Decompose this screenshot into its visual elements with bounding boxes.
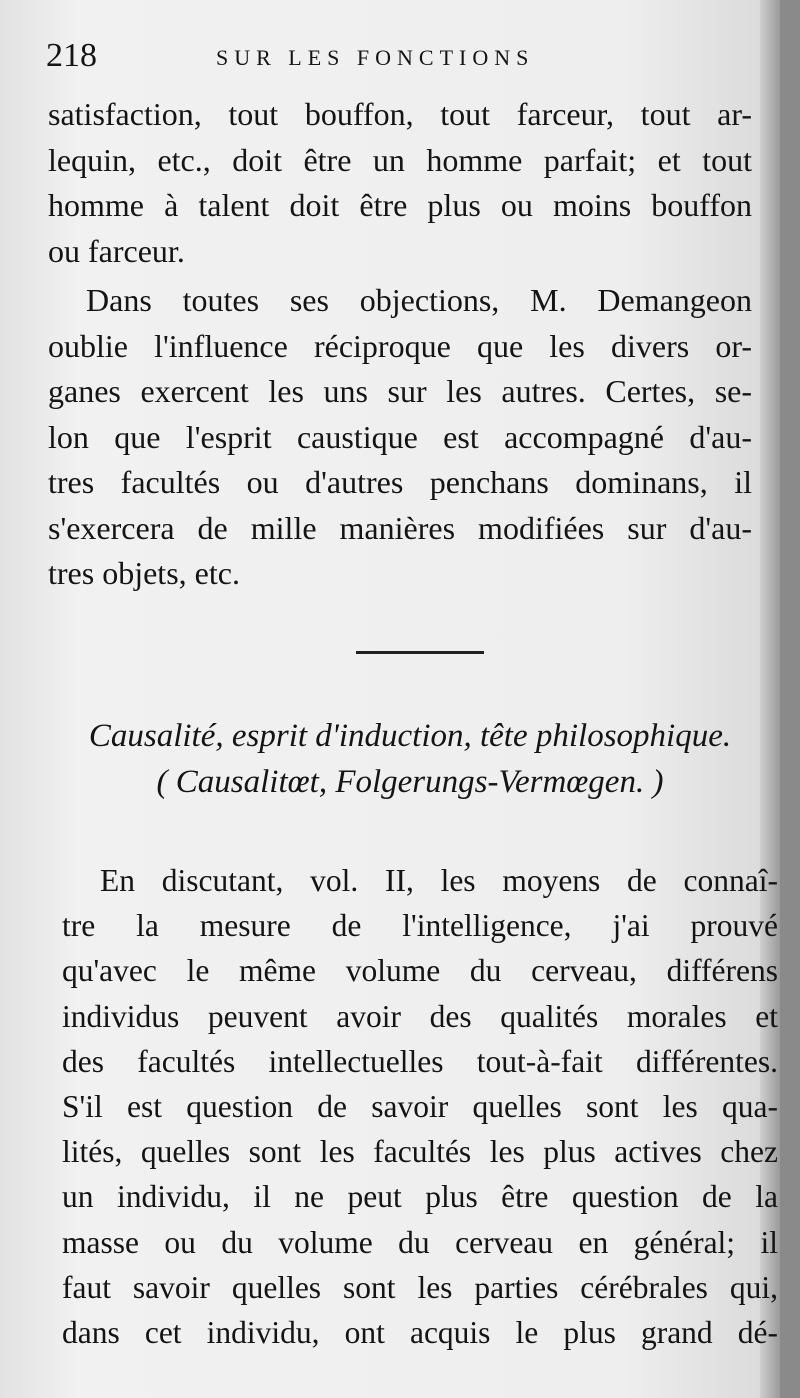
text-line: lon que l'esprit caustique est accompagné d'au-	[48, 418, 752, 455]
text-line: individus peuvent avoir des qualités morales et	[62, 998, 778, 1034]
page-number: 218	[46, 37, 97, 74]
text-line: En discutant, vol. II, les moyens de connaî-	[100, 863, 778, 898]
text-line: ganes exercent les uns sur les autres. Certes, se-	[48, 373, 752, 409]
paragraph-2	[48, 278, 752, 597]
text-line: tres objets, etc.	[48, 555, 240, 591]
text-line: s'exercera de mille manières modifiées sur d'au-	[48, 509, 752, 546]
text-line: Dans toutes ses objections, M. Demangeon	[86, 282, 752, 318]
text-line: masse ou du volume du cerveau en général; il	[62, 1224, 778, 1260]
text-line: dans cet individu, ont acquis le plus grand dé-	[62, 1315, 778, 1351]
text-line: faut savoir quelles sont les parties cérébrales qui,	[62, 1269, 778, 1305]
text-line: tres facultés ou d'autres penchans dominans, il	[48, 464, 752, 500]
section-title: Causalité, esprit d'induction, tête philosophique.	[88, 718, 732, 754]
text-line: satisfaction, tout bouffon, tout farceur, tout ar-	[48, 96, 752, 132]
text-line: des facultés intellectuelles tout-à-fait différentes.	[62, 1043, 778, 1079]
page-header	[46, 34, 746, 78]
text-line: homme à talent doit être plus ou moins bouffon	[48, 187, 752, 223]
text-line: tre la mesure de l'intelligence, j'ai prouvé	[62, 908, 778, 944]
text-line: qu'avec le même volume du cerveau, différens	[62, 953, 778, 989]
paragraph-1	[48, 92, 752, 274]
section-subtitle: ( Causalitœt, Folgerungs-Vermœgen. )	[156, 764, 664, 800]
text-line: ou farceur.	[48, 232, 185, 269]
text-line: oublie l'influence réciproque que les divers or-	[48, 327, 752, 364]
text-line: lités, quelles sont les facultés les plus actives chez	[62, 1134, 778, 1170]
section-divider	[356, 651, 484, 654]
paragraph-3	[62, 858, 778, 1355]
text-line: S'il est question de savoir quelles sont les qua-	[62, 1089, 778, 1125]
running-head: SUR LES FONCTIONS	[216, 45, 535, 70]
body-text-upper	[48, 92, 752, 597]
text-line: lequin, etc., doit être un homme parfait; et tout	[48, 141, 752, 178]
text-line: un individu, il ne peut plus être question de la	[62, 1179, 778, 1215]
